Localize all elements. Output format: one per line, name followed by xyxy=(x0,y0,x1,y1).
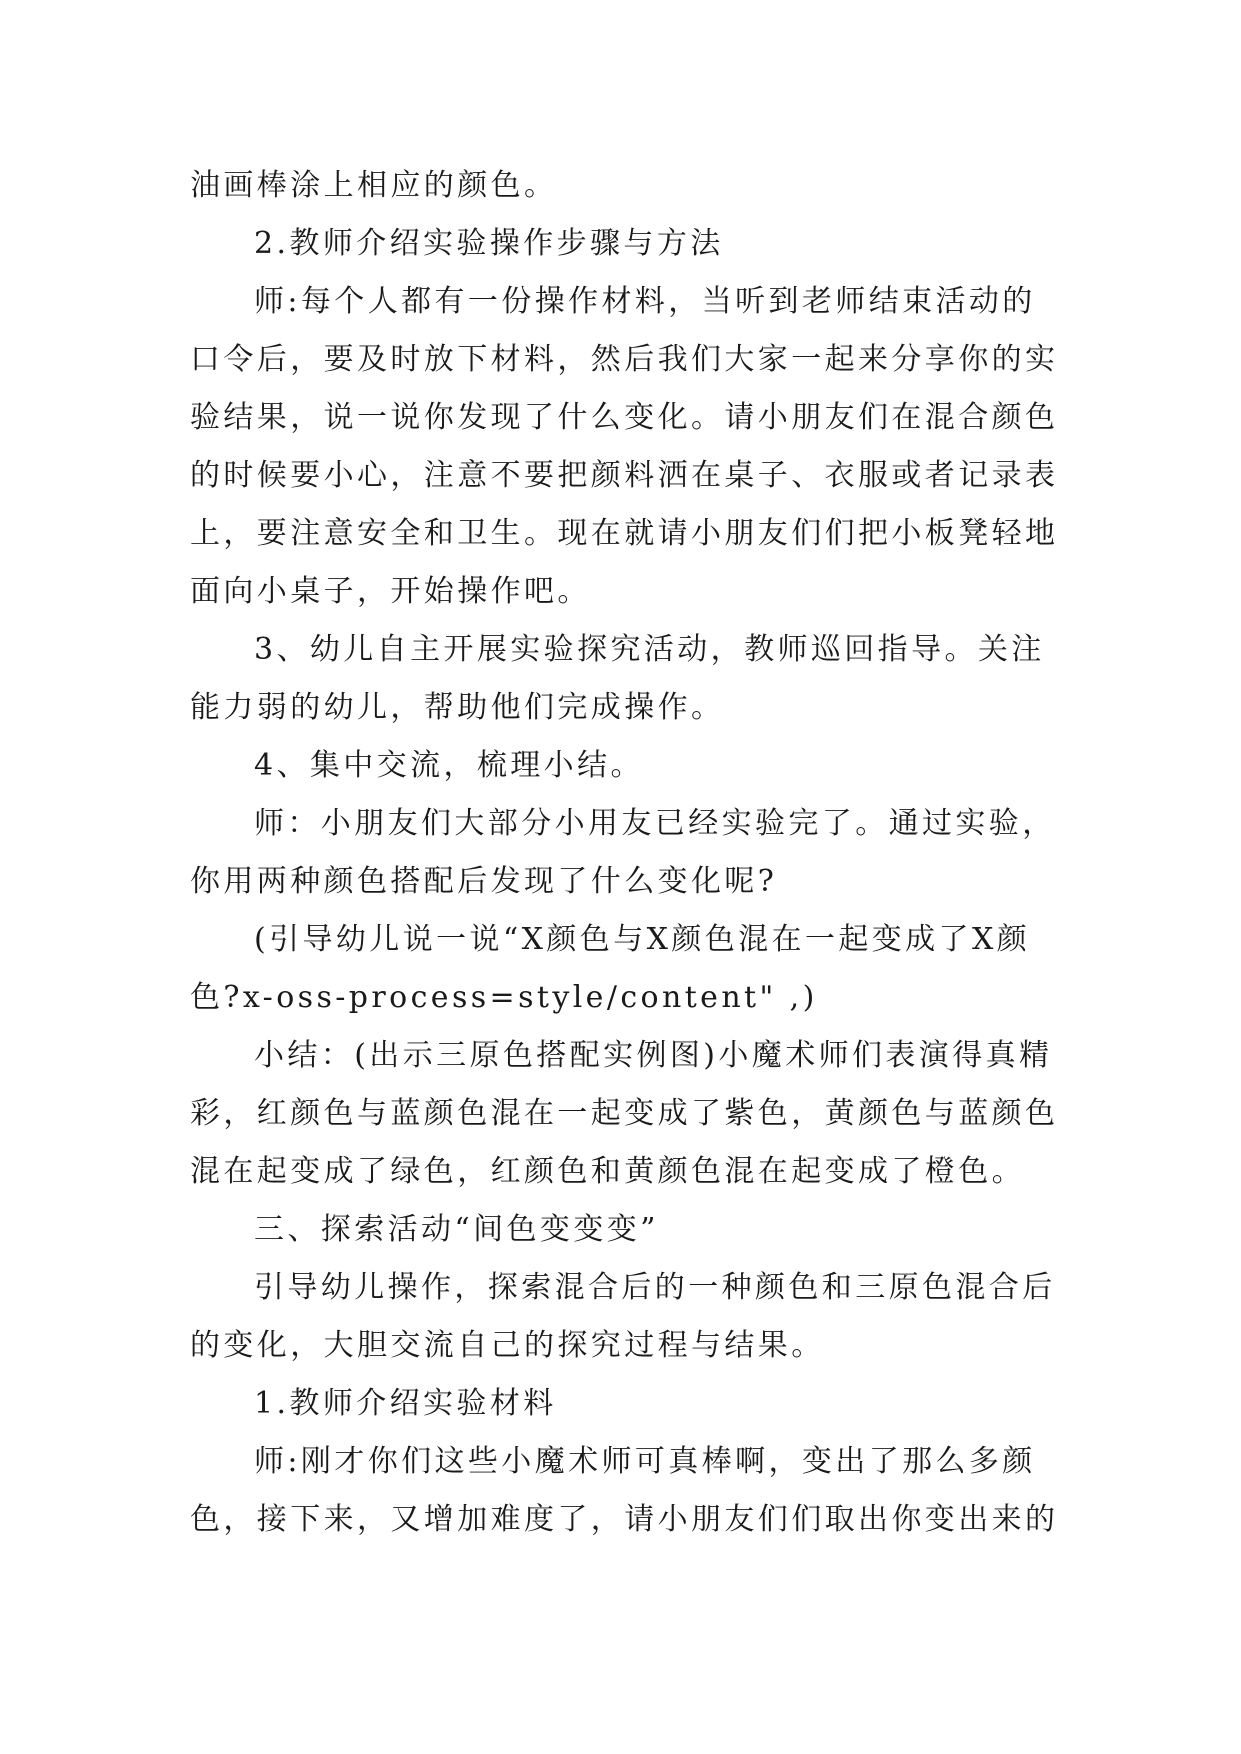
text-line: 面向小桌子，开始操作吧。 xyxy=(190,574,591,609)
text-line: 色?x-oss-process=style/content" ,) xyxy=(190,980,818,1015)
text-line: 油画棒涂上相应的颜色。 xyxy=(190,168,558,203)
text-line: 混在起变成了绿色，红颜色和黄颜色混在起变成了橙色。 xyxy=(190,1154,1025,1189)
text-line: 2.教师介绍实验操作步骤与方法 xyxy=(254,226,724,261)
text-line: 3、幼儿自主开展实验探究活动，教师巡回指导。关注 xyxy=(254,632,1045,667)
text-line: 验结果，说一说你发现了什么变化。请小朋友们在混合颜色 xyxy=(190,400,1059,435)
text-line: 口令后，要及时放下材料，然后我们大家一起来分享你的实 xyxy=(190,342,1059,377)
text-line: 师:刚才你们这些小魔术师可真棒啊，变出了那么多颜 xyxy=(254,1444,1036,1479)
text-line: 1.教师介绍实验材料 xyxy=(254,1386,557,1421)
text-line: 你用两种颜色搭配后发现了什么变化呢? xyxy=(190,864,778,899)
text-line: 上，要注意安全和卫生。现在就请小朋友们们把小板凳轻地 xyxy=(190,516,1059,551)
text-line: 三、探索活动“间色变变变” xyxy=(254,1212,659,1247)
text-line: 4、集中交流，梳理小结。 xyxy=(254,748,644,783)
text-line: 色，接下来，又增加难度了，请小朋友们们取出你变出来的 xyxy=(190,1502,1059,1537)
text-line: 能力弱的幼儿，帮助他们完成操作。 xyxy=(190,690,725,725)
text-line: 的变化，大胆交流自己的探究过程与结果。 xyxy=(190,1328,825,1363)
body-text xyxy=(190,157,1070,1549)
text-line: 师：小朋友们大部分小用友已经实验完了。通过实验， xyxy=(254,806,1056,841)
text-line: (引导幼儿说一说“X颜色与X颜色混在一起变成了X颜 xyxy=(254,922,1031,957)
text-line: 引导幼儿操作，探索混合后的一种颜色和三原色混合后 xyxy=(254,1270,1056,1305)
text-line: 小结：(出示三原色搭配实例图)小魔术师们表演得真精 xyxy=(254,1038,1053,1073)
text-line: 彩，红颜色与蓝颜色混在一起变成了紫色，黄颜色与蓝颜色 xyxy=(190,1096,1059,1131)
text-line: 的时候要小心，注意不要把颜料洒在桌子、衣服或者记录表 xyxy=(190,458,1059,493)
text-line: 师:每个人都有一份操作材料，当听到老师结束活动的 xyxy=(254,284,1036,319)
